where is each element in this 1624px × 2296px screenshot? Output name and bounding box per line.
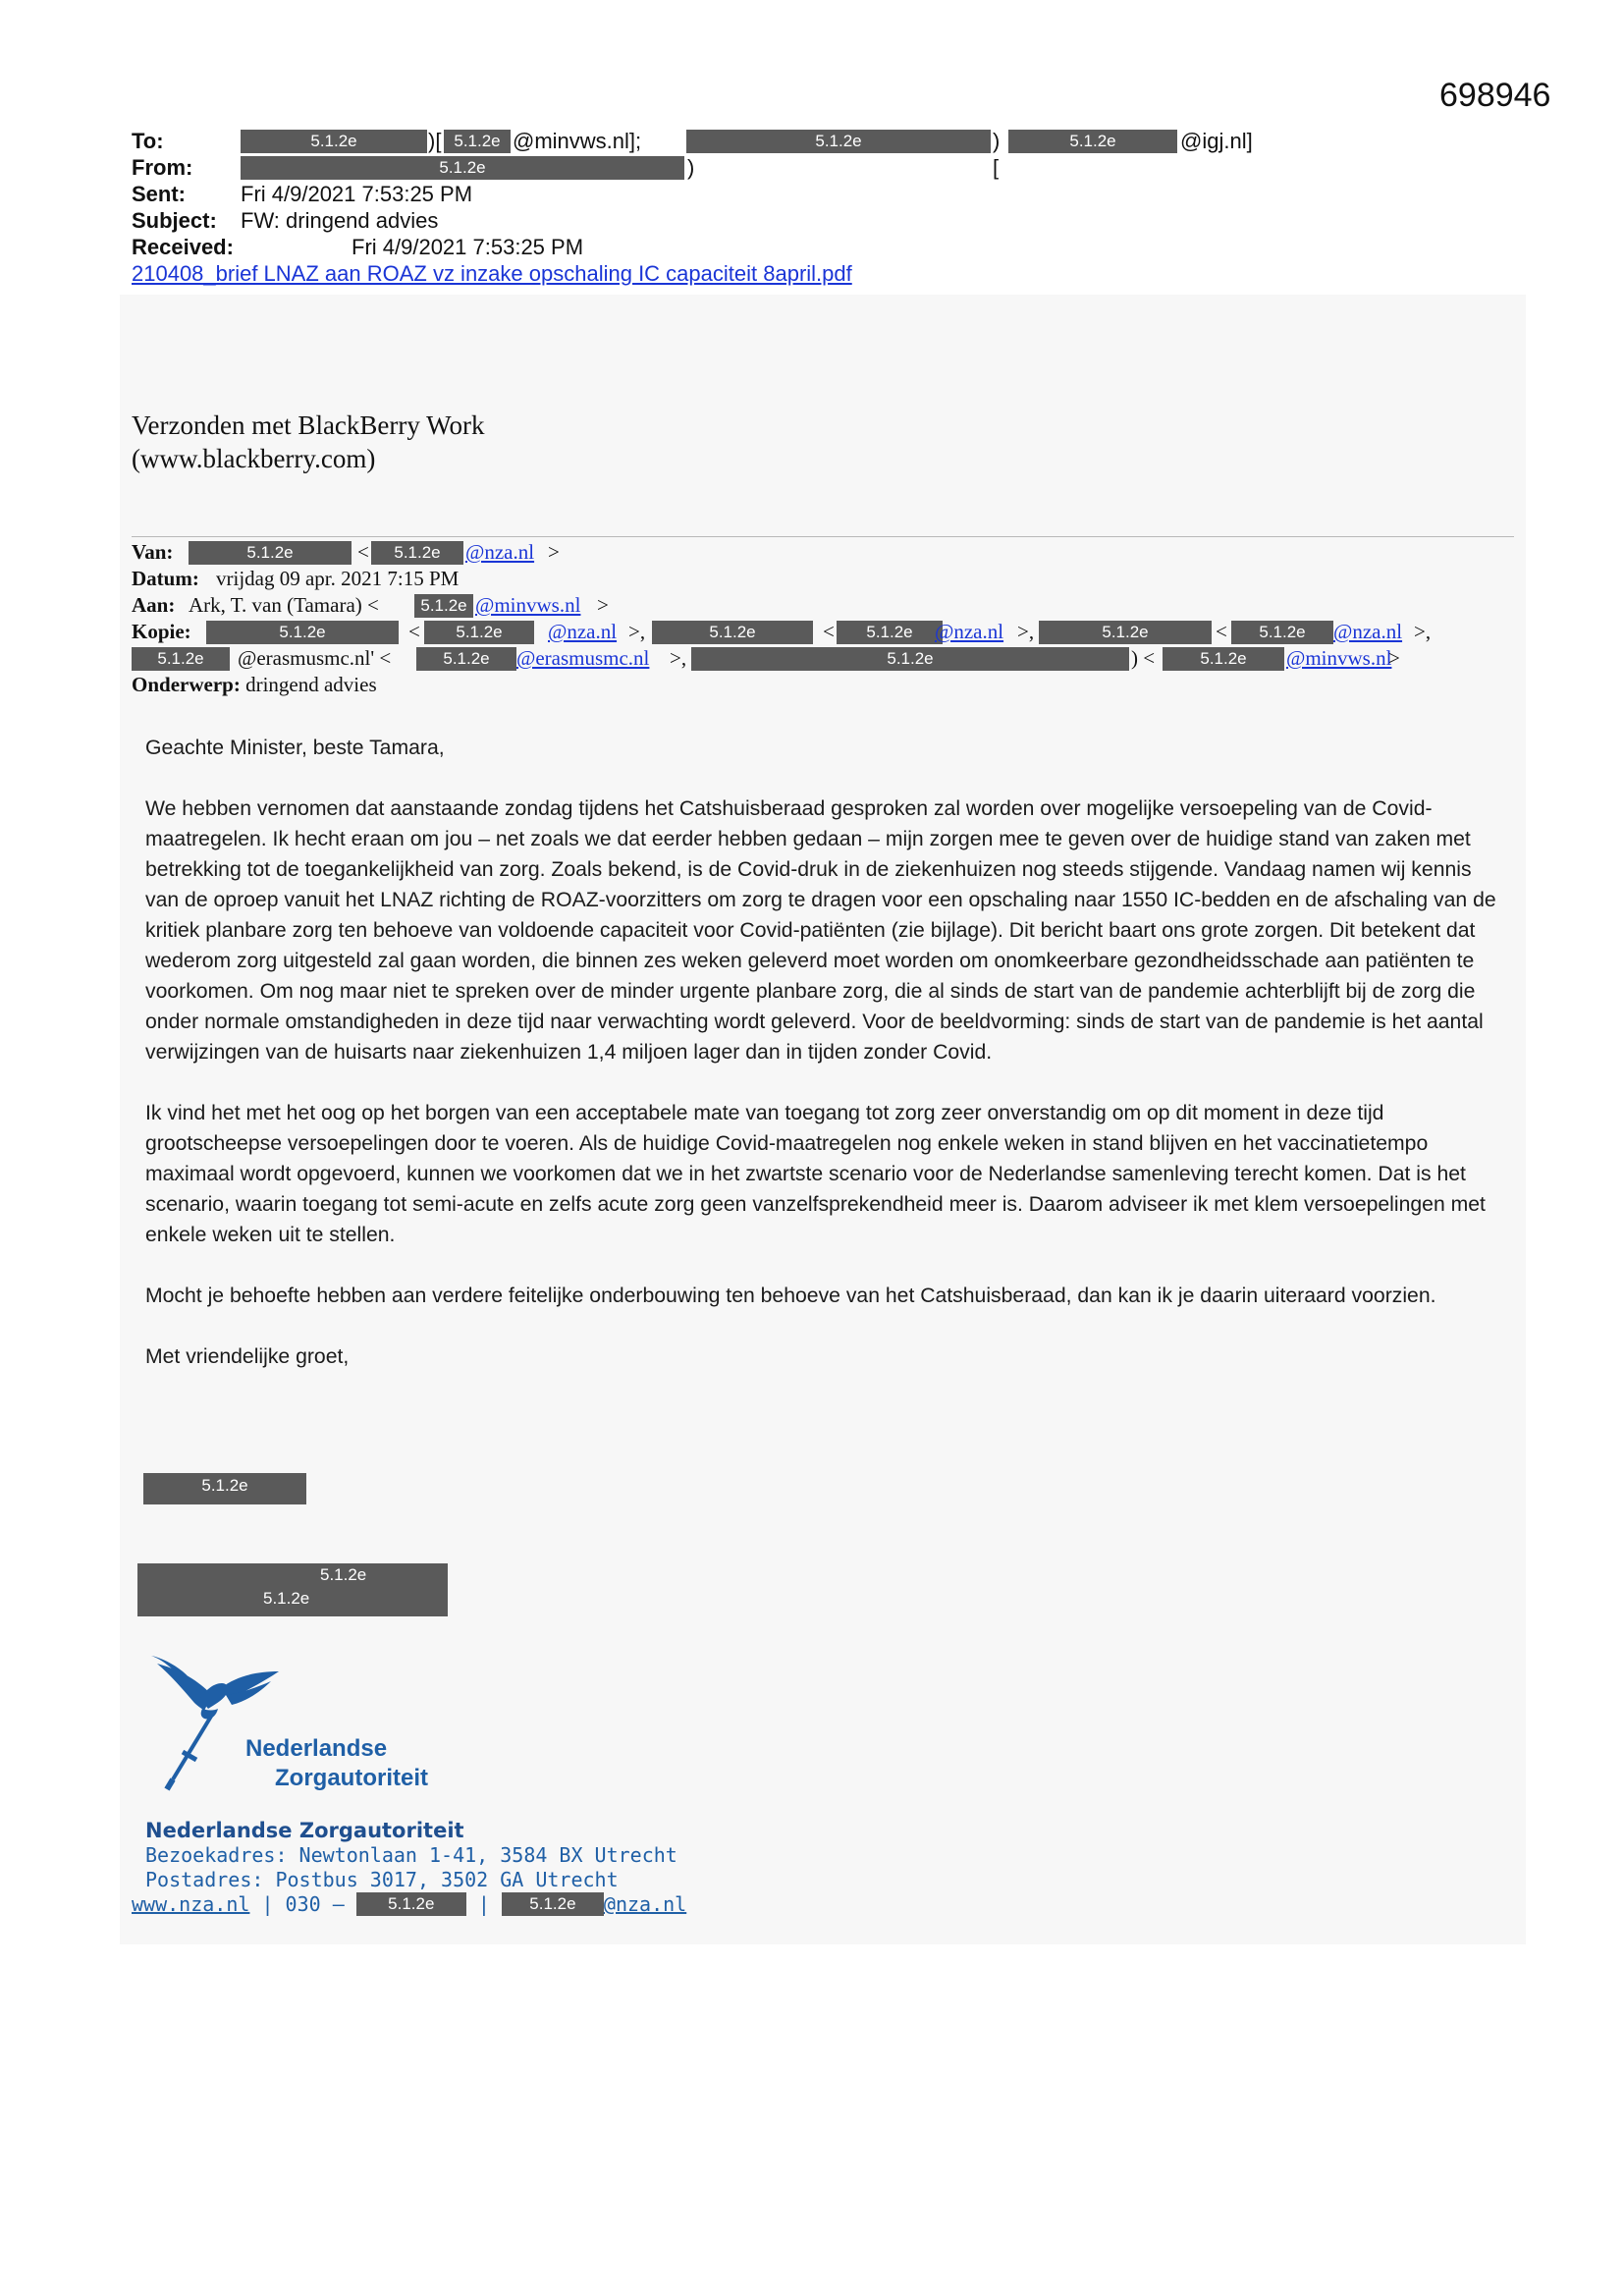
subject-label: Subject:: [132, 208, 217, 233]
datum-label: Datum:: [132, 567, 199, 590]
signature-name-redaction: 5.1.2e: [143, 1473, 306, 1504]
sent-label: Sent:: [132, 182, 186, 206]
aan-label: Aan:: [132, 593, 176, 617]
redaction-box: 5.1.2e: [1039, 621, 1212, 644]
redaction-box: 5.1.2e: [444, 130, 511, 153]
separator: |: [465, 1892, 502, 1916]
redaction-label: 5.1.2e: [263, 1589, 310, 1608]
contact-row: [132, 1892, 686, 1917]
bracket: ) <: [1131, 646, 1156, 670]
logo-line-1: Nederlandse: [245, 1735, 388, 1762]
bracket: <: [823, 620, 835, 643]
redaction-box: 5.1.2e: [206, 621, 399, 644]
email-header: [132, 128, 1253, 287]
bird-sword-icon: [143, 1650, 438, 1797]
visit-address: Bezoekadres: Newtonlaan 1-41, 3584 BX Utrecht: [145, 1843, 677, 1867]
redaction-box: 5.1.2e: [371, 541, 463, 565]
footer: [132, 1819, 700, 1917]
datum-row: [132, 566, 1526, 592]
email-link[interactable]: @nza.nl: [465, 540, 535, 564]
closing: Met vriendelijke groet,: [145, 1345, 350, 1368]
email-link[interactable]: @minvws.nl: [1286, 646, 1392, 670]
redaction-box: 5.1.2e: [1163, 647, 1284, 671]
redaction-box: 5.1.2e: [691, 647, 1129, 671]
bracket: >,: [1017, 620, 1035, 643]
subject-value: FW: dringend advies: [241, 208, 439, 233]
attachment-link[interactable]: 210408_brief LNAZ aan ROAZ vz inzake opschaling IC capaciteit 8april.pdf: [132, 261, 852, 286]
message-body: [145, 733, 1498, 1402]
kopie-label: Kopie:: [132, 620, 191, 643]
to-domain: @minvws.nl];: [513, 129, 642, 153]
subject-row: [132, 207, 852, 234]
email-link[interactable]: @nza.nl: [935, 620, 1004, 643]
bracket: >: [597, 593, 609, 617]
onderwerp-row: [132, 672, 1526, 698]
redaction-box: 5.1.2e: [416, 647, 516, 671]
signature-title-redaction: [137, 1563, 448, 1616]
redaction-box: 5.1.2e: [189, 541, 352, 565]
bracket: >,: [628, 620, 646, 643]
bracket: >: [548, 540, 560, 564]
paragraph-3: Mocht je behoefte hebben aan verdere feitelijke onderbouwing ten behoeve van het Catshuisberaad, dan kan ik je daarin uiteraard voorzien.: [145, 1285, 1436, 1307]
datum-value: vrijdag 09 apr. 2021 7:15 PM: [216, 567, 460, 590]
forward-header: [132, 539, 1526, 706]
to-domain: @igj.nl]: [1180, 129, 1253, 153]
redaction-box: 5.1.2e: [1231, 621, 1333, 644]
redaction-box: 5.1.2e: [652, 621, 813, 644]
from-paren: ): [687, 155, 695, 180]
blackberry-line: Verzonden met BlackBerry Work: [132, 410, 485, 440]
received-label: Received:: [132, 235, 234, 259]
phone-prefix: | 030 –: [249, 1892, 356, 1916]
to-separator: )[: [993, 129, 1001, 180]
redaction-box: 5.1.2e: [241, 156, 684, 180]
bracket: >,: [1414, 620, 1432, 643]
blackberry-signature: [132, 409, 484, 475]
divider: [132, 536, 1514, 537]
sent-value: Fri 4/9/2021 7:53:25 PM: [241, 182, 473, 206]
redaction-box: 5.1.2e: [356, 1892, 466, 1916]
document-number: 698946: [1439, 77, 1551, 114]
redaction-box: 5.1.2e: [502, 1892, 604, 1916]
kopie-row: [132, 619, 1526, 645]
redaction-box: 5.1.2e: [424, 621, 534, 644]
nza-logo: [143, 1650, 438, 1797]
redaction-box: 5.1.2e: [414, 594, 473, 618]
salutation: Geachte Minister, beste Tamara,: [145, 737, 445, 759]
van-label: Van:: [132, 540, 174, 564]
email-link[interactable]: @erasmusmc.nl: [516, 646, 650, 670]
bracket: >,: [670, 646, 687, 670]
received-row: [132, 234, 852, 260]
post-address: Postadres: Postbus 3017, 3502 GA Utrecht: [145, 1868, 619, 1891]
redaction-label: 5.1.2e: [320, 1565, 367, 1584]
from-label: From:: [132, 155, 193, 180]
redaction-box: 5.1.2e: [241, 130, 427, 153]
received-value: Fri 4/9/2021 7:53:25 PM: [352, 235, 584, 259]
website-link[interactable]: www.nza.nl: [132, 1892, 250, 1916]
redaction-box: 5.1.2e: [837, 621, 943, 644]
redaction-box: 5.1.2e: [132, 647, 230, 671]
org-name: Nederlandse Zorgautoriteit: [145, 1819, 464, 1842]
email-link[interactable]: @nza.nl: [603, 1892, 687, 1916]
aan-row: [132, 592, 1526, 619]
erasmus-text: @erasmusmc.nl' <: [238, 646, 392, 670]
bracket: >: [1388, 646, 1400, 670]
onderwerp-value: dringend advies: [245, 673, 377, 696]
redaction-box: 5.1.2e: [686, 130, 991, 153]
redaction-box: 5.1.2e: [1008, 130, 1177, 153]
aan-value: Ark, T. van (Tamara) <: [189, 593, 379, 617]
onderwerp-label: Onderwerp:: [132, 673, 241, 696]
bracket: <: [357, 540, 369, 564]
paragraph-2: Ik vind het met het oog op het borgen van een acceptabele mate van toegang tot zorg zeer onverstandig om op dit moment in deze tijd grootscheepse versoepelingen door te voeren. Als de huidige Covid-maatregelen nog enkele weken in stand blijven en het vaccinatietempo maximaal wordt opgevoerd, kunnen we voorkomen dat we in het zwartste scenario voor de Nederlandse samenleving terecht komen. Dat is het scenario, waarin toegang tot semi-acute en zelfs acute zorg geen vanzelfsprekendheid meer is. Daarom adviseer ik met klem versoepelingen met enkele weken uit te stellen.: [145, 1102, 1486, 1246]
to-label: To:: [132, 129, 164, 153]
blackberry-url: (www.blackberry.com): [132, 444, 376, 473]
email-link[interactable]: @nza.nl: [1333, 620, 1403, 643]
paragraph-1: We hebben vernomen dat aanstaande zondag tijdens het Catshuisberaad gesproken zal worden over mogelijke versoepeling van de Covid-maatregelen. Ik hecht eraan om jou – net zoals we dat eerder hebben gedaan – mijn zorgen mee te geven over de huidige stand van zaken met betrekking tot de toegankelijkheid van zorg. Zoals bekend, is de Covid-druk in de ziekenhuizen nog steeds stijgende. Vandaag namen wij kennis van de oproep vanuit het LNAZ richting de ROAZ-voorzitters om zorg te dragen voor een opschaling naar 1550 IC-bedden en de afschaling van de kritiek planbare zorg ten behoeve van voldoende capaciteit voor Covid-patiënten (zie bijlage). Dit bericht baart ons grote zorgen. Dit betekent dat wederom zorg uitgesteld zal gaan worden, die binnen zes weken geleverd moet worden om onomkeerbare gezondheidsschade aan patiënten te voorkomen. Om nog maar niet te spreken over de minder urgente planbare zorg, die al sinds de start van de pandemie achterblijft bij de zorg die onder normale omstandigheden in deze tijd naar verwachting wordt geleverd. Voor de beeldvorming: sinds de start van de pandemie is het aantal verwijzingen van de huisarts naar ziekenhuizen 1,4 miljoen lager dan in tijden zonder Covid.: [145, 797, 1496, 1064]
logo-line-2: Zorgautoriteit: [275, 1765, 428, 1791]
attachment-row: [132, 260, 852, 287]
to-separator: )[: [428, 129, 442, 153]
from-row: [132, 154, 852, 181]
kopie-row-continued: [132, 645, 1526, 672]
bracket: <: [408, 620, 420, 643]
email-link[interactable]: @nza.nl: [548, 620, 618, 643]
email-link[interactable]: @minvws.nl: [475, 593, 581, 617]
sent-row: [132, 181, 852, 207]
van-row: [132, 539, 1526, 566]
bracket: <: [1216, 620, 1227, 643]
